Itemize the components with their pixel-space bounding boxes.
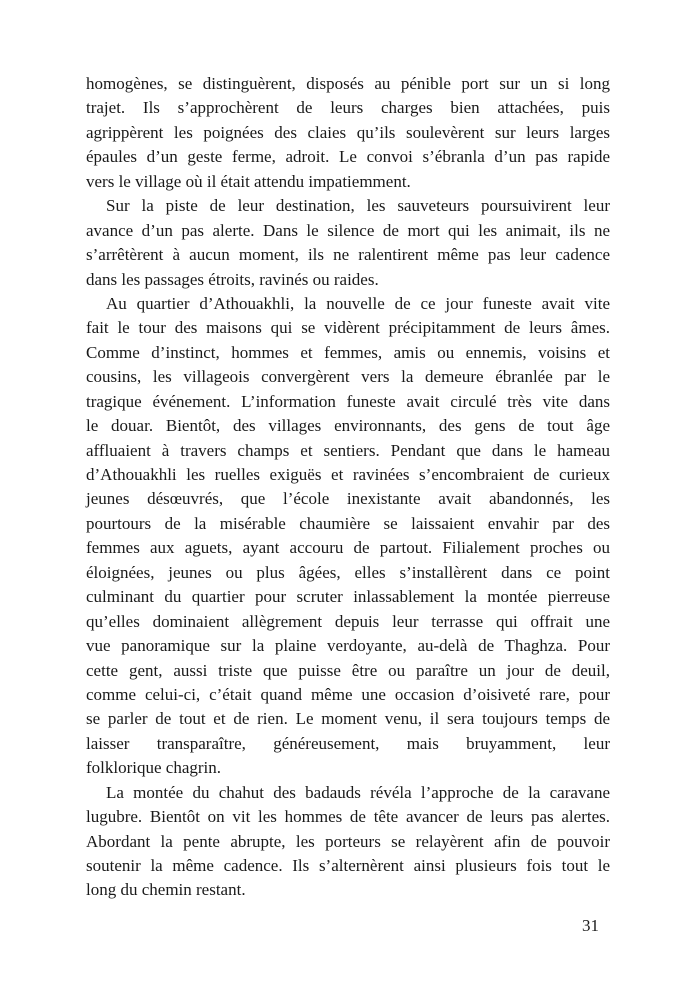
text-line: épaules d’un geste ferme, adroit. Le convoi s’ébranla d’un pas rapide <box>86 147 610 167</box>
paragraph <box>86 781 610 903</box>
text-line: affluaient à travers champs et sentiers. Pendant que dans le hameau <box>86 440 610 460</box>
text-line: fait le tour des maisons qui se vidèrent précipitamment de leurs âmes. <box>86 318 610 338</box>
text-line: tragique événement. L’information funeste avait circulé très vite dans <box>86 391 610 411</box>
text-line: d’Athouakhli les ruelles exiguës et ravinées s’encombraient de curieux <box>86 465 610 484</box>
text-line: éloignées, jeunes ou plus âgées, elles s’installèrent dans ce point <box>86 562 610 582</box>
text-line: le douar. Bientôt, des villages environnants, des gens de tout âge <box>86 416 610 436</box>
text-line: jeunes désœuvrés, que l’école inexistante avait abandonnés, les <box>86 489 610 509</box>
text-line: soutenir la même cadence. Ils s’alternèrent ainsi plusieurs fois tout le <box>86 856 610 875</box>
text-line: cette gent, aussi triste que puisse être ou paraître un jour de deuil, <box>86 660 610 680</box>
text-line: Au quartier d’Athouakhli, la nouvelle de ce jour funeste avait vite <box>106 293 610 313</box>
text-line: laisser transparaître, généreusement, mais bruyamment, leur <box>86 733 610 753</box>
text-line: homogènes, se distinguèrent, disposés au pénible port sur un si long <box>86 74 610 93</box>
text-line: femmes aux aguets, ayant accouru de partout. Filialement proches ou <box>86 538 610 558</box>
text-line: vers le village où il était attendu impatiemment. <box>86 171 411 191</box>
text-line: agrippèrent les poignées des claies qu’ils soulevèrent sur leurs larges <box>86 122 610 142</box>
text-line: qu’elles dominaient allègrement depuis leur terrasse qui offrait une <box>86 611 610 631</box>
text-line: s’arrêtèrent à aucun moment, ils ne ralentirent même pas leur cadence <box>86 245 610 265</box>
text-line: se parler de tout et de rien. Le moment venu, il sera toujours temps de <box>86 709 610 729</box>
text-line: Sur la piste de leur destination, les sauveteurs poursuivirent leur <box>106 196 610 216</box>
text-line: Comme d’instinct, hommes et femmes, amis ou ennemis, voisins et <box>86 342 610 362</box>
text-line: folklorique chagrin. <box>86 758 222 778</box>
text-line: lugubre. Bientôt on vit les hommes de tête avancer de leurs pas alertes. <box>86 807 610 827</box>
text-line: comme celui-ci, c’était quand même une occasion d’oisiveté rare, pour <box>86 684 610 704</box>
page-number: 31 <box>582 916 599 935</box>
text-line: culminant du quartier pour scruter inlassablement la montée pierreuse <box>86 587 610 607</box>
page-body-text <box>86 72 610 903</box>
paragraph <box>86 72 610 194</box>
text-line: La montée du chahut des badauds révéla l’approche de la caravane <box>106 782 610 802</box>
paragraph <box>86 292 610 781</box>
text-line: Abordant la pente abrupte, les porteurs se relayèrent afin de pouvoir <box>86 831 610 851</box>
text-line: dans les passages étroits, ravinés ou raides. <box>86 269 379 289</box>
text-line: pourtours de la misérable chaumière se laissaient envahir par des <box>86 513 610 533</box>
text-line: long du chemin restant. <box>86 880 246 900</box>
text-line: avance d’un pas alerte. Dans le silence de mort qui les animait, ils ne <box>86 220 610 240</box>
text-line: vue panoramique sur la plaine verdoyante, au-delà de Thaghza. Pour <box>86 636 610 656</box>
text-line: trajet. Ils s’approchèrent de leurs charges bien attachées, puis <box>86 98 610 118</box>
paragraph <box>86 194 610 292</box>
text-line: cousins, les villageois convergèrent vers la demeure ébranlée par le <box>86 367 610 387</box>
